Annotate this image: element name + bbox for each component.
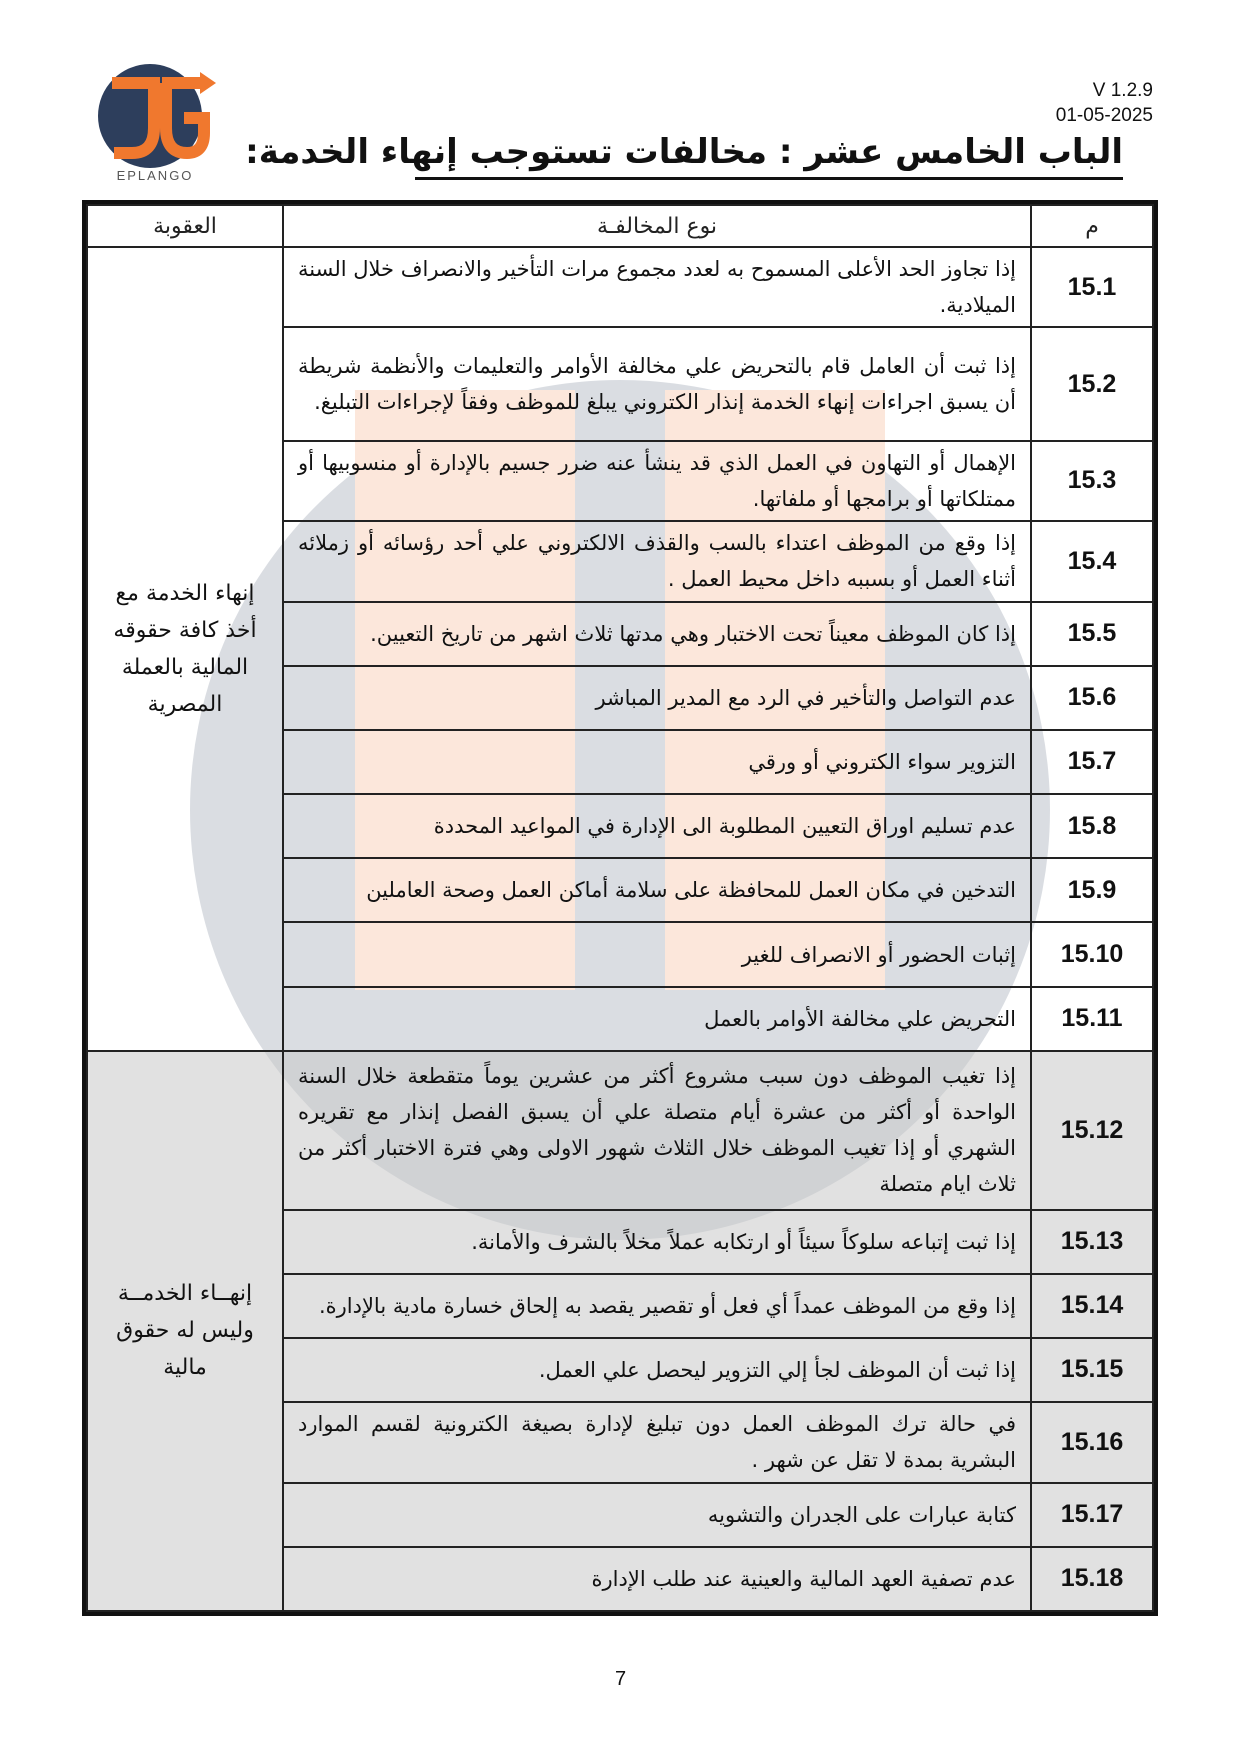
row-number: 15.10 [1031,922,1153,986]
title-underline [415,177,1123,180]
page-number: 7 [614,1668,627,1690]
row-violation: إذا ثبت أن العامل قام بالتحريض علي مخالفة الأوامر والتعليمات والأنظمة شريطة أن يسبق اجراءات إنهاء الخدمة إنذار الكتروني يبلغ للموظف وفقاً لإجراءات التبليغ. [283,327,1031,440]
header-penalty: العقوبة [87,205,283,247]
row-violation: كتابة عبارات على الجدران والتشويه [283,1483,1031,1547]
row-number: 15.17 [1031,1483,1153,1547]
row-violation: التزوير سواء الكتروني أو ورقي [283,730,1031,794]
row-violation: إذا كان الموظف معيناً تحت الاختبار وهي مدتها ثلاث اشهر من تاريخ التعيين. [283,602,1031,666]
table-header-row [87,205,1153,247]
row-violation: عدم تسليم اوراق التعيين المطلوبة الى الإدارة في المواعيد المحددة [283,794,1031,858]
version-info [1056,78,1153,128]
header-violation: نوع المخالفـة [283,205,1031,247]
document-date: 01-05-2025 [1055,105,1153,126]
row-number: 15.8 [1031,794,1153,858]
penalty-with-rights: إنهاء الخدمة مع أخذ كافة حقوقه المالية بالعملة المصرية [87,247,283,1051]
row-violation: إذا تجاوز الحد الأعلى المسموح به لعدد مجموع مرات التأخير والانصراف خلال السنة الميلادية. [283,247,1031,327]
row-number: 15.12 [1031,1051,1153,1210]
row-number: 15.11 [1031,987,1153,1051]
penalty-without-rights: إنهــاء الخدمــة وليس له حقوق مالية [87,1051,283,1611]
table-row [87,1051,1153,1210]
row-number: 15.9 [1031,858,1153,922]
row-violation: التدخين في مكان العمل للمحافظة على سلامة أماكن العمل وصحة العاملين [283,858,1031,922]
row-violation: إذا ثبت أن الموظف لجأ إلي التزوير ليحصل علي العمل. [283,1338,1031,1402]
row-violation: إذا تغيب الموظف دون سبب مشروع أكثر من عشرين يوماً متقطعة خلال السنة الواحدة أو أكثر من عشرة أيام متصلة علي أن يسبق الفصل إنذار مع تقريره الشهري أو إذا تغيب الموظف خلال الثلاث شهور الاولى وهي فترة الاختبار أكثر من ثلاث ايام متصلة [283,1051,1031,1210]
row-number: 15.4 [1031,521,1153,601]
row-number: 15.18 [1031,1547,1153,1611]
row-number: 15.16 [1031,1402,1153,1482]
row-number: 15.3 [1031,441,1153,521]
row-number: 15.13 [1031,1210,1153,1274]
violations-table [82,200,1158,1616]
header-number: م [1031,205,1153,247]
row-number: 15.2 [1031,327,1153,440]
row-number: 15.7 [1031,730,1153,794]
page-title: الباب الخامس عشر : مخالفات تستوجب إنهاء الخدمة: [245,132,1123,172]
row-violation: إذا وقع من الموظف اعتداء بالسب والقذف الالكتروني علي أحد رؤسائه أو زملائه أثناء العمل أو بسببه داخل محيط العمل . [283,521,1031,601]
row-number: 15.1 [1031,247,1153,327]
row-violation: الإهمال أو التهاون في العمل الذي قد ينشأ عنه ضرر جسيم بالإدارة أو منسوبيها أو ممتلكاتها أو برامجها أو ملفاتها. [283,441,1031,521]
row-number: 15.5 [1031,602,1153,666]
version-number: V 1.2.9 [1092,80,1153,101]
row-violation: عدم تصفية العهد المالية والعينية عند طلب الإدارة [283,1547,1031,1611]
row-number: 15.6 [1031,666,1153,730]
row-violation: عدم التواصل والتأخير في الرد مع المدير المباشر [283,666,1031,730]
row-violation: إذا وقع من الموظف عمداً أي فعل أو تقصير يقصد به إلحاق خسارة مادية بالإدارة. [283,1274,1031,1338]
row-violation: إذا ثبت إتباعه سلوكاً سيئاً أو ارتكابه عملاً مخلاً بالشرف والأمانة. [283,1210,1031,1274]
row-violation: إثبات الحضور أو الانصراف للغير [283,922,1031,986]
row-number: 15.14 [1031,1274,1153,1338]
row-violation: في حالة ترك الموظف العمل دون تبليغ لإدارة بصيغة الكترونية لقسم الموارد البشرية بمدة لا تقل عن شهر . [283,1402,1031,1482]
table-row [87,247,1153,327]
row-number: 15.15 [1031,1338,1153,1402]
logo-text: EPLANGO [116,168,194,183]
row-violation: التحريض علي مخالفة الأوامر بالعمل [283,987,1031,1051]
